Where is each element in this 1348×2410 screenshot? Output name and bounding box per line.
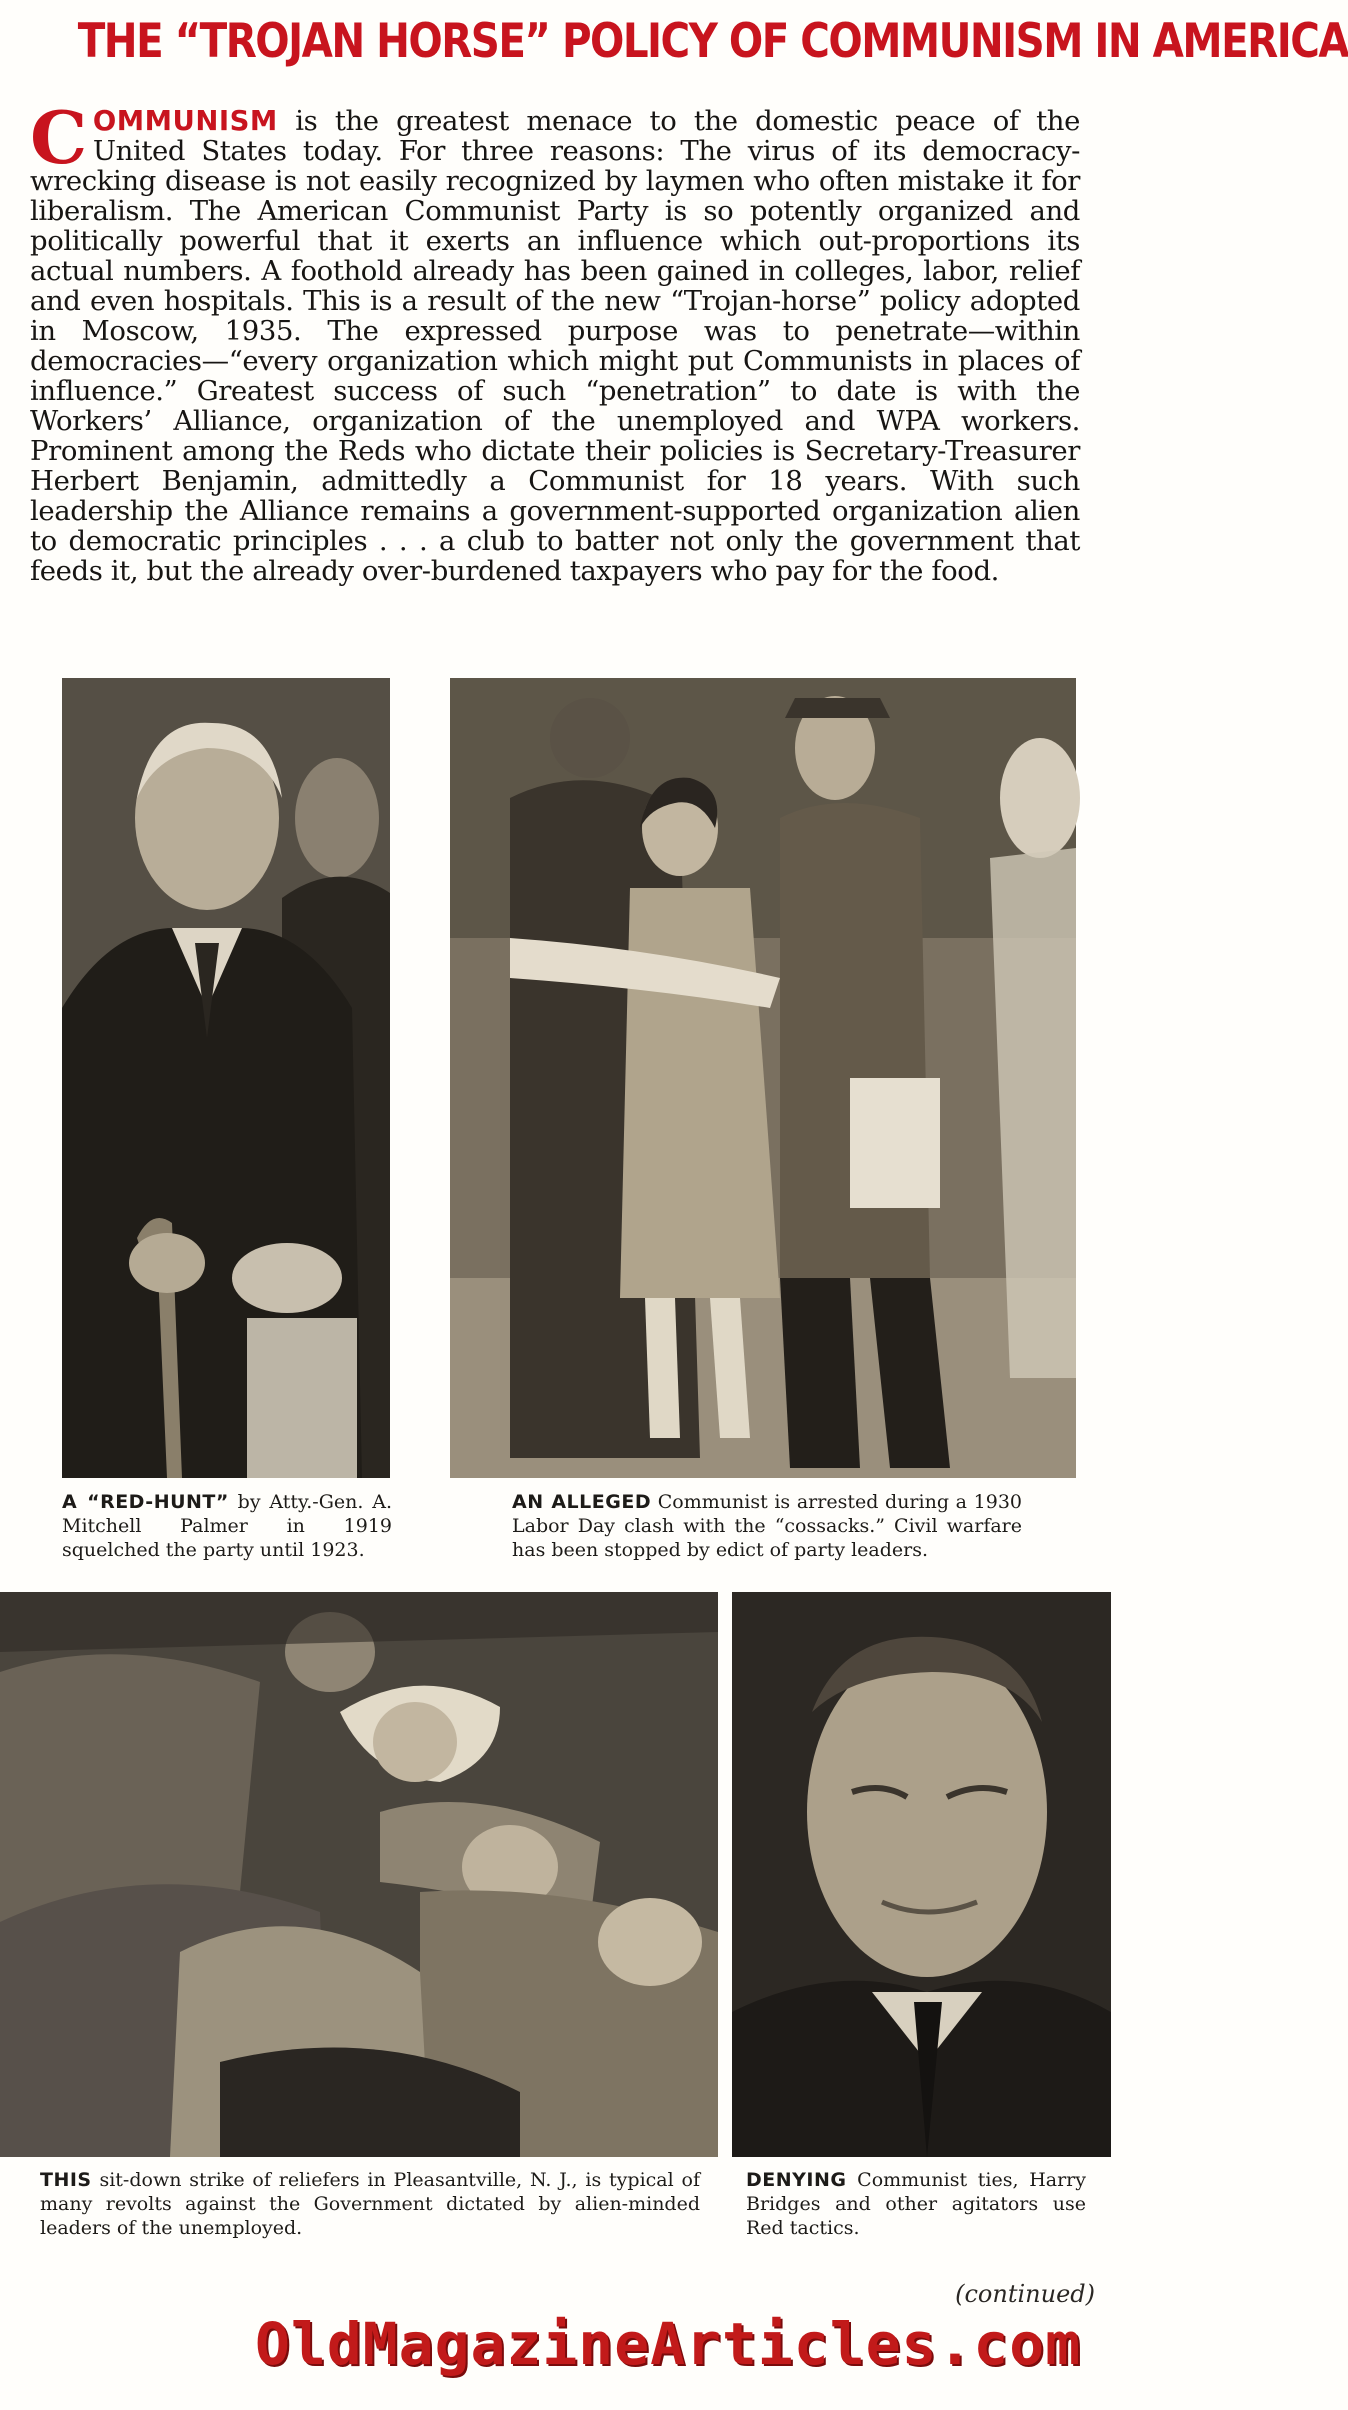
photo-palmer-portrait xyxy=(62,678,390,1478)
caption-strike xyxy=(40,2168,700,2240)
caption-text: sit-down strike of reliefers in Pleasantville, N. J., is typical of many revolts against the Government dictated by alien-minded leaders of the unemployed. xyxy=(40,2169,700,2239)
article-title: THE “TROJAN HORSE” POLICY OF COMMUNISM IN AMERICA xyxy=(77,14,1348,69)
caption-text: by Atty.-Gen. A. Mitchell Palmer in 1919 squelched the party until 1923. xyxy=(62,1491,392,1561)
caption-palmer xyxy=(62,1490,392,1562)
caption-bridges xyxy=(746,2168,1086,2240)
continued-note: (continued) xyxy=(955,2280,1095,2308)
caption-text: Communist is arrested during a 1930 Labor Day clash with the “cossacks.” Civil warfare has been stopped by edict of party leaders. xyxy=(512,1491,1022,1561)
drop-cap: C xyxy=(30,95,87,180)
site-watermark[interactable]: OldMagazineArticles.com xyxy=(255,2310,1082,2378)
photo-arrest xyxy=(450,678,1076,1478)
photo-arrest-image xyxy=(450,678,1076,1478)
photo-harry-bridges xyxy=(732,1592,1111,2157)
intro-lead-word: OMMUNISM xyxy=(92,105,278,137)
caption-lead: DENYING xyxy=(746,2169,847,2191)
caption-lead: AN ALLEGED xyxy=(512,1491,652,1513)
photo-palmer-image xyxy=(62,678,390,1478)
intro-body-text: is the greatest menace to the domestic peace of the United States today. For three reasons: The virus of its democracy-wrecking disease is not easily recognized by laymen who often mistake it for liberalism. The American Communist Party is so potently organized and politically powerful that it exerts an influence which out-proportions its actual numbers. A foothold already has been gained in colleges, labor, relief and even hospitals. This is a result of the new “Trojan-horse” policy adopted in Moscow, 1935. The expressed purpose was to penetrate—within democracies—“every organization which might put Communists in places of influence.” Greatest success of such “penetration” to date is with the Workers’ Alliance, organization of the unemployed and WPA workers. Prominent among the Reds who dictate their policies is Secretary-Treasurer Herbert Benjamin, admittedly a Communist for 18 years. With such leadership the Alliance remains a government-supported organization alien to democratic principles . . . a club to batter not only the government that feeds it, but the already over-burdened taxpayers who pay for the food. xyxy=(30,105,1080,587)
photo-strike-image xyxy=(0,1592,718,2157)
photo-bridges-image xyxy=(732,1592,1111,2157)
caption-arrest xyxy=(512,1490,1022,1562)
intro-paragraph xyxy=(30,95,1080,587)
caption-text: Communist ties, Harry Bridges and other agitators use Red tactics. xyxy=(746,2169,1086,2239)
caption-lead: A “RED-HUNT” xyxy=(62,1491,229,1513)
photo-sit-down-strike xyxy=(0,1592,718,2157)
caption-lead: THIS xyxy=(40,2169,92,2191)
